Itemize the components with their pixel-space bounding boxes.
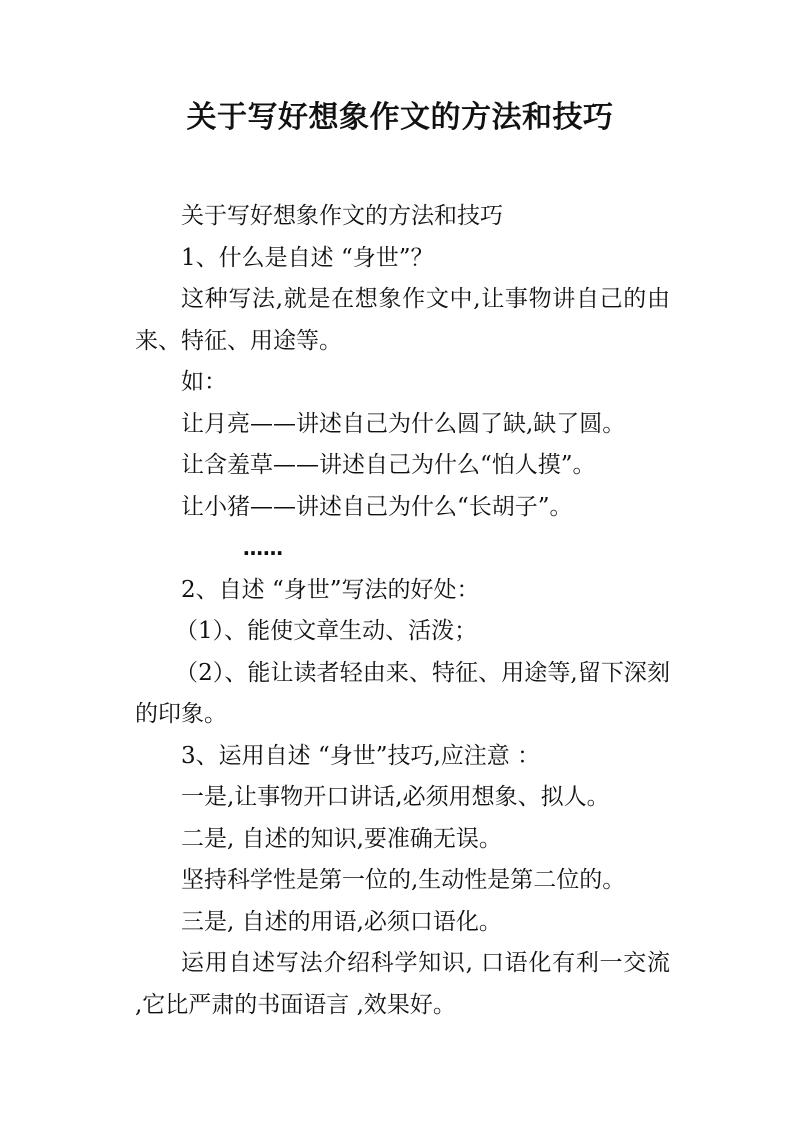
document-title: 关于写好想象作文的方法和技巧 — [186, 100, 614, 135]
paragraph: 让月亮——讲述自己为什么圆了缺,缺了圆。 — [181, 410, 626, 437]
paragraph-heading-3: 3、运用自述 “身世”技巧,应注意 ： — [181, 742, 541, 769]
paragraph: 运用自述写法介绍科学知识, 口语化有利一交流 ,它比严肃的书面语言 ,效果好。 — [135, 950, 678, 1018]
paragraph-subtitle: 关于写好想象作文的方法和技巧 — [181, 203, 503, 229]
paragraph-ellipsis: …… — [243, 536, 283, 560]
paragraph-heading-2: 2、自述 “身世”写法的好处： — [181, 576, 480, 603]
paragraph-list-item: （1）、能使文章生动、活泼； — [175, 618, 478, 644]
document-body — [135, 196, 678, 1026]
paragraph: 二是, 自述的知识,要准确无误。 — [181, 825, 502, 852]
paragraph: 三是, 自述的用语,必须口语化。 — [181, 908, 502, 935]
paragraph: 坚持科学性是第一位的,生动性是第二位的。 — [181, 867, 626, 893]
paragraph: 这种写法,就是在想象作文中,让事物讲自己的由来、特征、用途等。 — [135, 286, 670, 354]
paragraph: 一是,让事物开口讲话,必须用想象、拟人。 — [181, 784, 610, 810]
paragraph: 让含羞草——讲述自己为什么“怕人摸”。 — [181, 452, 596, 478]
paragraph: 如： — [181, 369, 227, 395]
paragraph: 让小猪——讲述自己为什么“长胡子”。 — [181, 493, 573, 520]
paragraph-heading-1: 1、什么是自述 “身世”？ — [181, 244, 434, 271]
paragraph-list-item: （2）、能让读者轻由来、特征、用途等,留下深刻的印象。 — [135, 659, 670, 727]
